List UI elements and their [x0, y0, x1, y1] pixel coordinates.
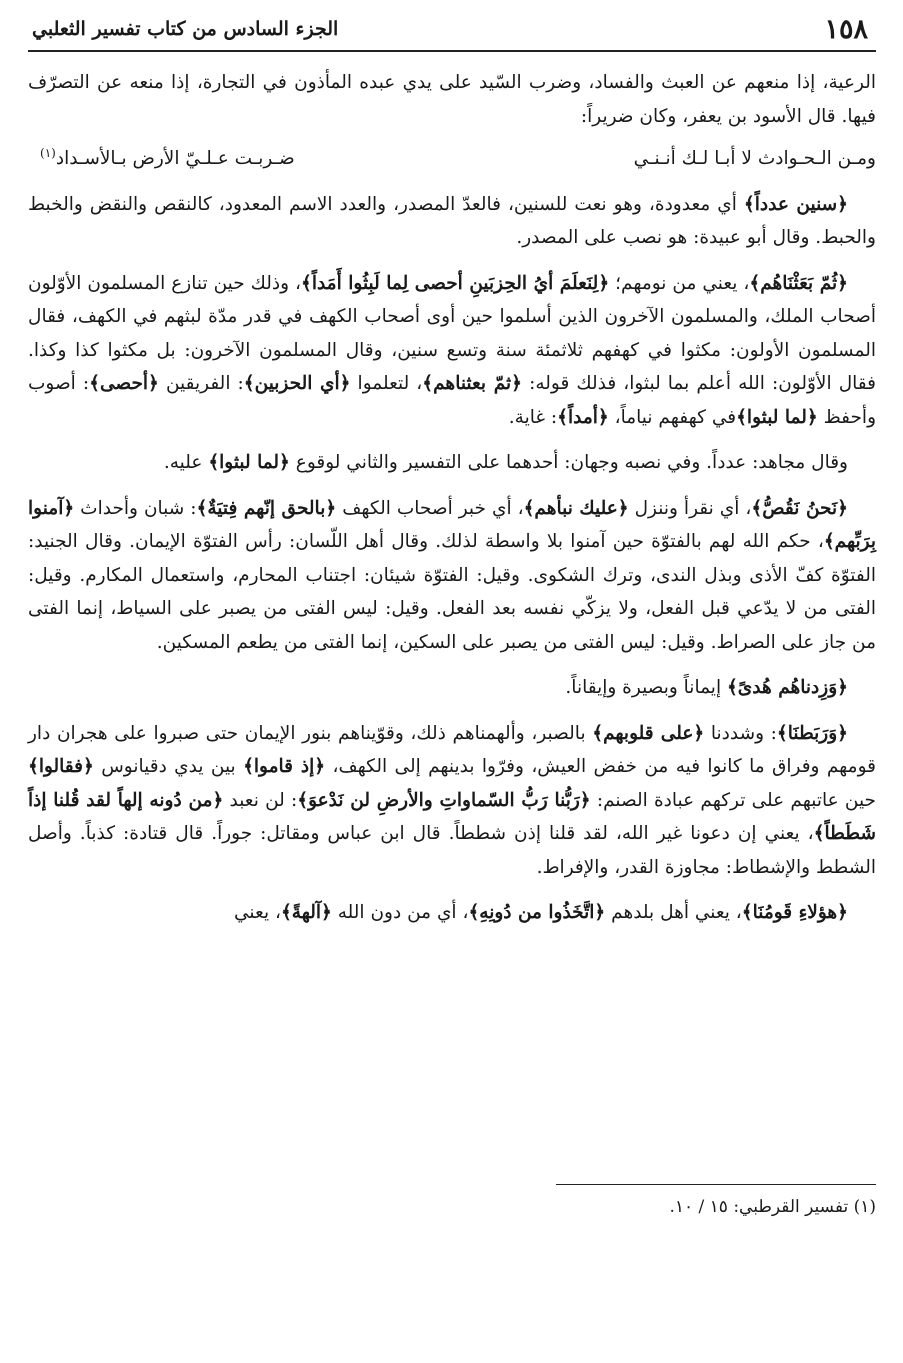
quran-quote: ﴿سنين عدداً﴾	[743, 193, 848, 215]
quran-quote: ﴿لِنَعلَمَ أيُ الحِزبَينِ أحصى لِما لَبِثُوا أَمَداً﴾	[300, 272, 610, 294]
paragraph-5	[28, 492, 876, 660]
commentary-text: حين عاتبهم على تركهم عبادة الصنم:	[590, 789, 876, 811]
quran-quote: ﴿وَزِدناهُم هُدىً﴾	[726, 677, 848, 699]
commentary-text: ، يعني أهل بلدهم	[605, 902, 742, 924]
quran-quote: ﴿على قلوبهم﴾	[592, 722, 705, 744]
commentary-text: ، حكم الله لهم بالفتوّة حين آمنوا بلا واسطة لذلك. وقال أهل اللّسان: رأس الفتوّة الإيمان. وقال الجنيد: الفتوّة كفّ الأذى وبذل الندى، وترك الشكوى. وقيل: الفتوّة شيئان: اجتناب المحارم، واستعمال المكارم. وقيل: الفتى من لا يدّعي قبل الفعل، ولا يزكّي نفسه بعد الفعل. وقيل: ليس الفتى من يصبر على السياط، إنما الفتى من جاز على الصراط. وقيل: ليس الفتى من يصبر على السكين، إنما الفتى من يطعم المسكين.	[28, 531, 876, 653]
paragraph-6	[28, 671, 876, 705]
poem-verse	[28, 137, 876, 176]
quran-quote: ﴿بالحق إنّهم فِتيَةٌ﴾	[196, 497, 337, 519]
poem-second-hemistich	[40, 137, 295, 176]
footnote-marker: (١)	[40, 146, 56, 160]
commentary-text: : لن نعبد	[223, 789, 298, 811]
commentary-text: ، لتعلموا	[350, 373, 423, 395]
commentary-text: : أصوب وأحفظ	[28, 373, 876, 428]
text-line: الرعية، إذا منعهم عن العبث والفساد، وضرب السّيد على يدي عبده المأذون في التجارة، إذا	[171, 72, 876, 93]
quran-quote: ﴿هؤلاءِ قَومُنَا﴾	[741, 902, 848, 924]
commentary-text: : شبان وأحداث	[74, 497, 197, 519]
document-page	[28, 8, 876, 1358]
page-header	[28, 8, 876, 52]
paragraph-8	[28, 896, 876, 930]
quran-quote: ﴿رَبُّنا رَبُّ السّماواتِ والأرضِ لن نَدْعوَ﴾	[297, 789, 591, 811]
commentary-text: ، وذلك حين تنازع المسلمون الأوّلون أصحاب الملك، والمسلمون الآخرون الذين أسلموا حين أوى أصحاب الكهف في قدر مدّة لبثهم في الكهف، فقال المسلمون الأولون: مكثوا في كهفهم ثلاثمئة سنة وتسع سنين، وقال المسلمون الآخرون: بل مكثوا كذا وكذا. فقال الأوّلون: الله أعلم بما لبثوا، فذلك قوله:	[28, 272, 876, 395]
quran-quote: ﴿نَحنُ نَقُصُّ﴾	[751, 497, 848, 519]
quran-quote: ﴿ثمّ بعثناهم﴾	[422, 373, 523, 395]
commentary-text: وقال مجاهد: عدداً. وفي نصبه وجهان: أحدهما على التفسير والثاني لوقوع	[289, 452, 848, 474]
commentary-text: ، يعني إن دعونا غير الله، لقد قلنا إذن شططاً. قال ابن عباس ومقاتل: جوراً. قال قتادة: كذباً. وأصل الشطط والإشطاط: مجاوزة القدر، والإفراط.	[28, 823, 876, 878]
quran-quote: ﴿آمنوا بِرَبِّهم﴾	[28, 497, 876, 553]
quran-quote: ﴿اتَّخَذُوا من دُونِهِ﴾	[468, 902, 606, 924]
footnote-separator	[556, 1184, 876, 1185]
text-line: منعه عن التصرّف فيها. قال الأسود بن يعفر، وكان ضريراً:	[28, 72, 876, 127]
footnotes	[28, 1184, 876, 1217]
hemistich-text: ضـربـت عـلـيّ الأرض بـالأسـداد	[55, 148, 295, 170]
quran-quote: ﴿لما لبثوا﴾	[736, 406, 818, 428]
commentary-text: عليه.	[163, 452, 209, 474]
running-title: الجزء السادس من كتاب تفسير الثعلبي	[32, 18, 339, 40]
paragraph-3	[28, 267, 876, 435]
quran-quote: ﴿لما لبثوا﴾	[208, 452, 290, 474]
page-number: ١٥٨	[824, 13, 868, 45]
commentary-text: : غاية.	[508, 406, 558, 428]
quran-quote: ﴿إذ قاموا﴾	[243, 756, 326, 778]
quran-quote: ﴿أحصى﴾	[89, 373, 159, 395]
quran-quote: ﴿أي الحزبين﴾	[243, 373, 351, 395]
quran-quote: ﴿عليك نبأهم﴾	[523, 497, 629, 519]
paragraph-7	[28, 717, 876, 885]
commentary-text: بين يدي دقيانوس	[93, 756, 244, 778]
paragraph-4	[28, 446, 876, 480]
footnote-item: (١) تفسير القرطبي: ١٥ / ١٠.	[669, 1197, 876, 1217]
hemistich-text: ومـن الـحـوادث لا أبـا لـك أنـنـي	[633, 148, 876, 170]
commentary-text: : وشددنا	[704, 722, 777, 744]
commentary-text: ، أي خبر أصحاب الكهف	[336, 497, 524, 519]
poem-first-hemistich	[634, 142, 876, 176]
commentary-text: ، أي نقرأ وننزل	[628, 497, 752, 519]
paragraph-1	[28, 66, 876, 133]
commentary-text: بالصبر، وألهمناهم ذلك، وقوّيناهم بنور الإيمان حتى صبروا على هجران دار قومهم وفراق ما كانوا فيه من خفض العيش، وفرّوا بدينهم إلى الكهف،	[28, 722, 876, 778]
quran-quote: ﴿آلهةً﴾	[280, 902, 332, 924]
paragraph-2	[28, 188, 876, 255]
quran-quote: ﴿أمداً﴾	[557, 406, 609, 428]
page-body	[28, 66, 876, 1358]
commentary-text: ، يعني من نومهم؛	[609, 272, 750, 294]
quran-quote: ﴿وَرَبَطنَا﴾	[776, 722, 848, 744]
commentary-text: ، أي من دون الله	[331, 902, 469, 924]
commentary-text: أي معدودة، وهو نعت للسنين، فالعدّ المصدر، والعدد الاسم المعدود، كالنقص والنقض والخبط والحبط. وقال أبو عبيدة: هو نصب على المصدر.	[28, 193, 876, 249]
quran-quote: ﴿ثُمّ بَعَثْنَاهُم﴾	[749, 272, 848, 294]
commentary-text: في كهفهم نياماً،	[608, 406, 737, 428]
quran-quote: ﴿فقالوا﴾	[28, 756, 94, 778]
commentary-text: : الفريقين	[158, 373, 244, 395]
commentary-text: ، يعني	[234, 902, 281, 924]
quran-quote: ﴿من دُونه إلهاً لقد قُلنا إذاً شَطَطاً﴾	[28, 789, 876, 845]
commentary-text: إيماناً وبصيرة وإيقاناً.	[565, 677, 727, 699]
